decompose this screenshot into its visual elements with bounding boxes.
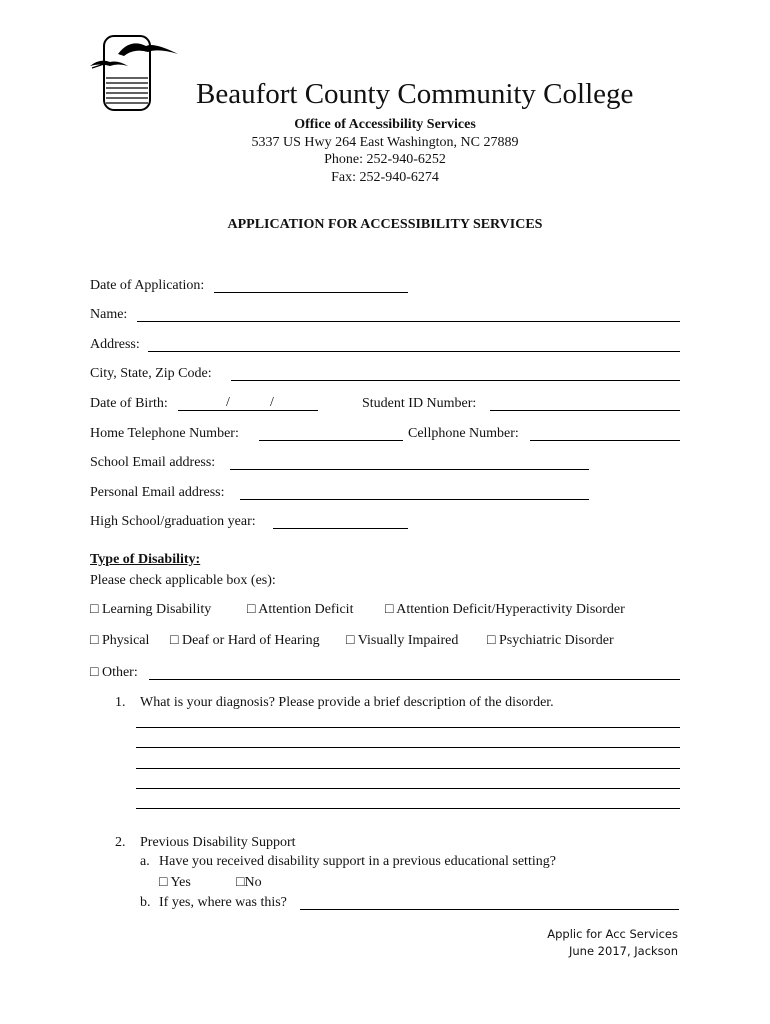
q1-answer-line[interactable] [136, 808, 680, 809]
checkbox-icon: □ [90, 633, 99, 648]
date-of-application-label: Date of Application: [90, 278, 205, 293]
q1-answer-line[interactable] [136, 768, 680, 769]
checkbox-icon: □ [346, 633, 355, 648]
checkbox-adhd[interactable] [385, 601, 625, 619]
disability-heading: Type of Disability: [90, 552, 201, 567]
checkbox-icon: □ [236, 875, 245, 890]
q2a-text: Have you received disability support in a previous educational setting? [159, 854, 556, 869]
checkbox-icon: □ [159, 875, 168, 890]
office-fax: Fax: 252-940-6274 [331, 170, 439, 185]
other-label: Other: [101, 665, 138, 680]
personal-email-label: Personal Email address: [90, 485, 225, 500]
deaf-label: Deaf or Hard of Hearing [181, 633, 320, 648]
q1-answer-line[interactable] [136, 747, 680, 748]
school-email-field[interactable] [230, 469, 589, 470]
checkbox-yes[interactable] [159, 874, 191, 892]
personal-email-field[interactable] [240, 499, 589, 500]
checkbox-icon: □ [385, 602, 394, 617]
date-of-application-field[interactable] [214, 292, 408, 293]
attention-deficit-label: Attention Deficit [258, 602, 354, 617]
checkbox-other[interactable] [90, 664, 138, 682]
office-address: 5337 US Hwy 264 East Washington, NC 27889 [251, 135, 519, 150]
psychiatric-label: Psychiatric Disorder [498, 633, 614, 648]
checkbox-physical[interactable] [90, 632, 149, 650]
city-state-zip-label: City, State, Zip Code: [90, 366, 212, 381]
learning-disability-label: Learning Disability [101, 602, 212, 617]
school-email-label: School Email address: [90, 455, 216, 470]
hs-grad-year-field[interactable] [273, 528, 408, 529]
q1-answer-line[interactable] [136, 727, 680, 728]
physical-label: Physical [101, 633, 150, 648]
q1-number: 1. [115, 695, 126, 710]
q2b-letter: b. [140, 895, 151, 910]
visually-impaired-label: Visually Impaired [357, 633, 459, 648]
checkbox-icon: □ [90, 602, 99, 617]
address-field[interactable] [148, 351, 680, 352]
date-of-birth-field[interactable] [178, 410, 318, 411]
city-state-zip-field[interactable] [231, 380, 680, 381]
footer-revision: June 2017, Jackson [568, 944, 678, 958]
address-label: Address: [90, 337, 140, 352]
checkbox-icon: □ [90, 665, 99, 680]
dob-separator-1: / [226, 395, 230, 410]
name-label: Name: [90, 307, 128, 322]
q2b-answer-field[interactable] [300, 909, 679, 910]
college-name: Beaufort County Community College [196, 78, 634, 110]
office-name: Office of Accessibility Services [294, 117, 476, 132]
q2-text: Previous Disability Support [140, 835, 296, 850]
checkbox-attention-deficit[interactable] [247, 601, 353, 619]
checkbox-icon: □ [247, 602, 256, 617]
q2b-text: If yes, where was this? [159, 895, 287, 910]
hs-grad-year-label: High School/graduation year: [90, 514, 256, 529]
form-title: APPLICATION FOR ACCESSIBILITY SERVICES [227, 217, 543, 232]
student-id-label: Student ID Number: [362, 396, 477, 411]
student-id-field[interactable] [490, 410, 680, 411]
checkbox-icon: □ [487, 633, 496, 648]
q2-number: 2. [115, 835, 126, 850]
cellphone-field[interactable] [530, 440, 680, 441]
other-field[interactable] [149, 679, 680, 680]
checkbox-icon: □ [170, 633, 179, 648]
college-logo [88, 32, 188, 114]
date-of-birth-label: Date of Birth: [90, 396, 168, 411]
dob-separator-2: / [270, 395, 274, 410]
q2a-letter: a. [140, 854, 150, 869]
checkbox-visually-impaired[interactable] [346, 632, 458, 650]
yes-label: Yes [170, 875, 191, 890]
q1-answer-line[interactable] [136, 788, 680, 789]
checkbox-learning-disability[interactable] [90, 601, 211, 619]
disability-instruction: Please check applicable box (es): [90, 573, 276, 588]
name-field[interactable] [137, 321, 680, 322]
no-label: No [244, 875, 262, 890]
checkbox-deaf-hard-of-hearing[interactable] [170, 632, 320, 650]
adhd-label: Attention Deficit/Hyperactivity Disorder [396, 602, 625, 617]
home-phone-label: Home Telephone Number: [90, 426, 239, 441]
q1-text: What is your diagnosis? Please provide a brief description of the disorder. [140, 695, 554, 710]
checkbox-psychiatric-disorder[interactable] [487, 632, 614, 650]
office-phone: Phone: 252-940-6252 [324, 152, 446, 167]
footer-form-name: Applic for Acc Services [547, 927, 678, 941]
home-phone-field[interactable] [259, 440, 403, 441]
checkbox-no[interactable] [236, 874, 262, 892]
cellphone-label: Cellphone Number: [408, 426, 519, 441]
